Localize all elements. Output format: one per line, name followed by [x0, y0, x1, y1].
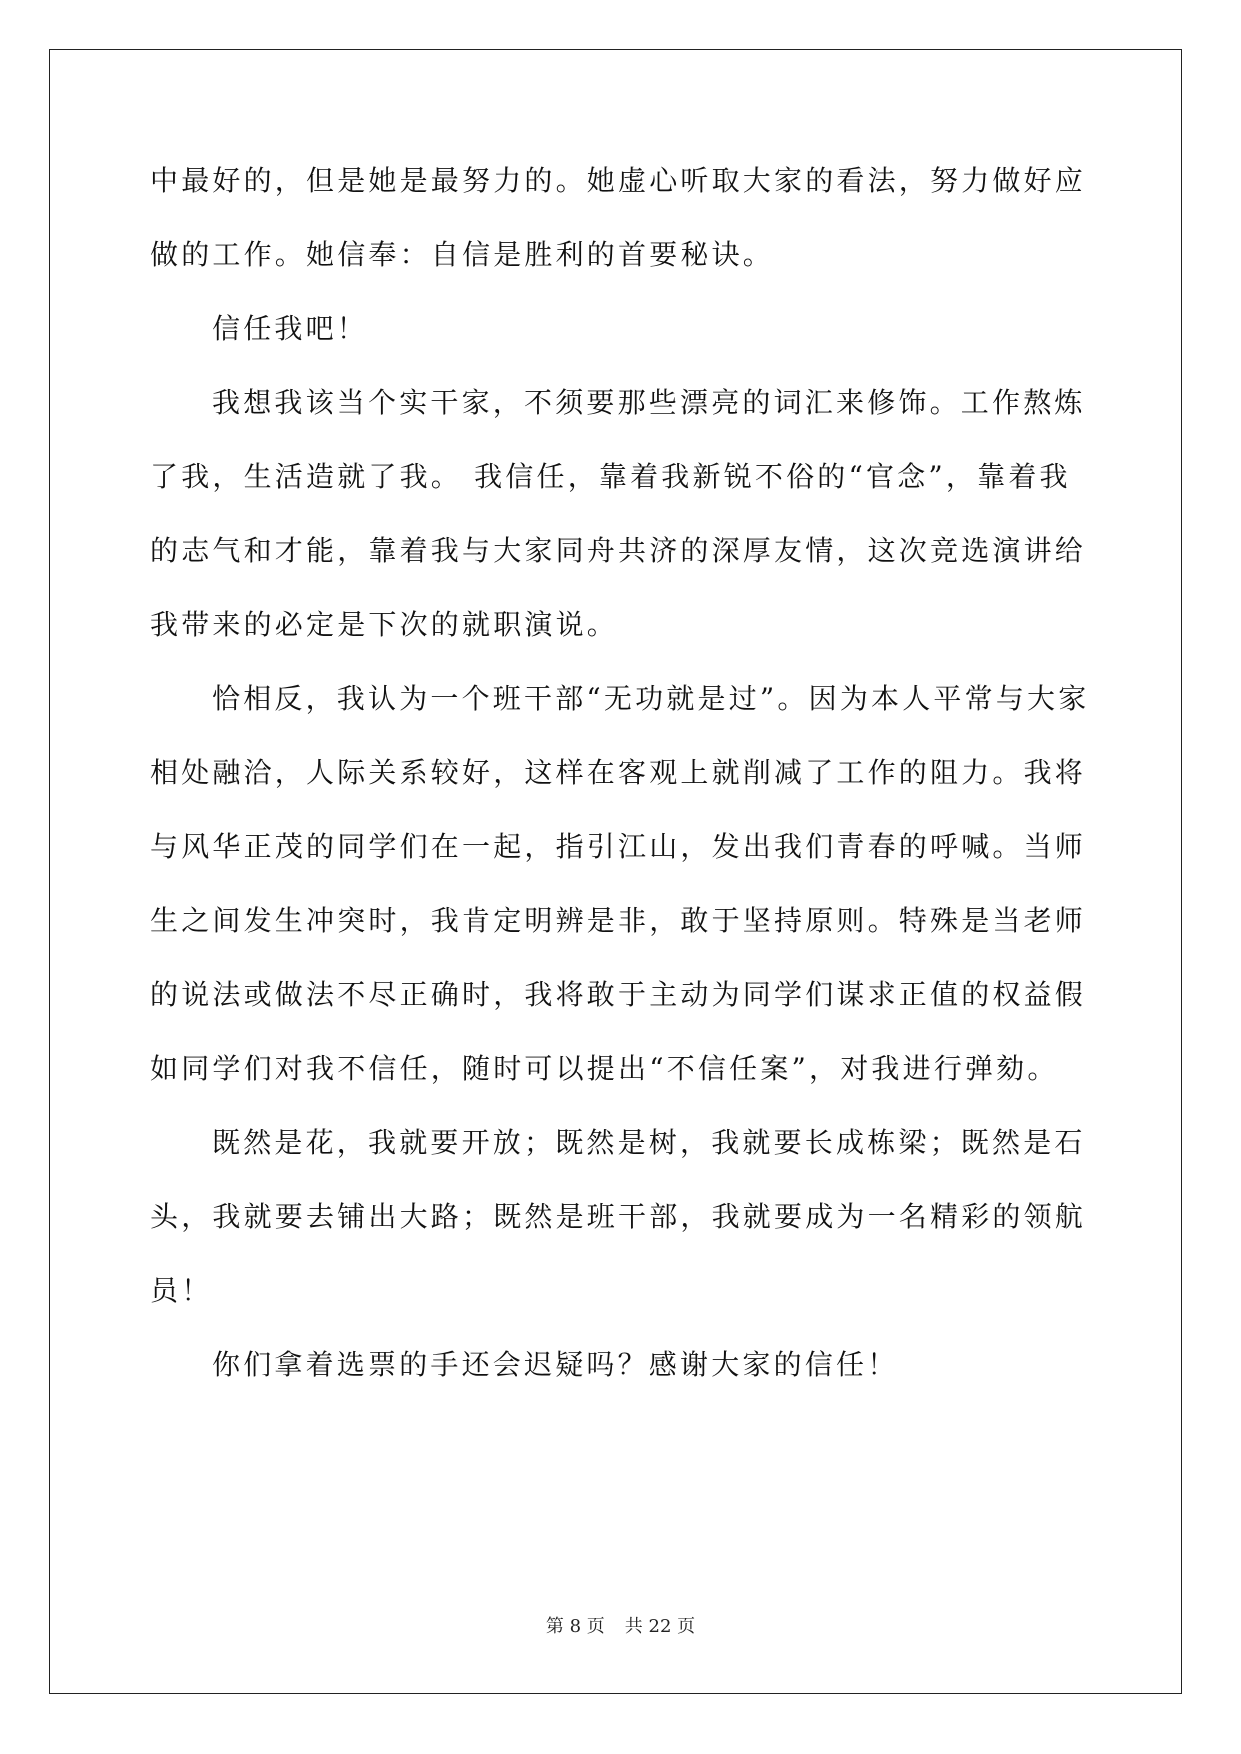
text-line: 恰相反，我认为一个班干部“无功就是过”。因为本人平常与大家 — [212, 682, 1090, 715]
text-line: 既然是花，我就要开放；既然是树，我就要长成栋梁；既然是石 — [212, 1126, 1086, 1159]
text-line: 信任我吧！ — [212, 312, 369, 345]
text-line: 头，我就要去铺出大路；既然是班干部，我就要成为一名精彩的领航 — [150, 1200, 1087, 1233]
page-number: 第 8 页 — [545, 1616, 605, 1637]
text-line: 你们拿着选票的手还会迟疑吗？感谢大家的信任！ — [212, 1348, 899, 1381]
text-line: 相处融洽，人际关系较好，这样在客观上就削减了工作的阻力。我将 — [150, 756, 1087, 789]
text-line: 了我，生活造就了我。 我信任，靠着我新锐不俗的“官念”，靠着我 — [150, 460, 1071, 493]
text-line: 生之间发生冲突时，我肯定明辨是非，敢于坚持原则。特殊是当老师 — [150, 904, 1087, 937]
text-line: 我想我该当个实干家，不须要那些漂亮的词汇来修饰。工作熬炼 — [212, 386, 1086, 419]
text-line: 如同学们对我不信任，随时可以提出“不信任案”，对我进行弹劾。 — [150, 1052, 1059, 1085]
text-line: 与风华正茂的同学们在一起，指引江山，发出我们青春的呼喊。当师 — [150, 830, 1087, 863]
page-border — [49, 49, 1182, 1694]
text-line: 我带来的必定是下次的就职演说。 — [150, 608, 619, 641]
text-line: 的说法或做法不尽正确时，我将敢于主动为同学们谋求正值的权益假 — [150, 978, 1087, 1011]
text-line: 员！ — [150, 1274, 213, 1307]
page-footer — [0, 1612, 1241, 1638]
text-line: 中最好的，但是她是最努力的。她虚心听取大家的看法，努力做好应 — [150, 164, 1087, 197]
text-line: 的志气和才能，靠着我与大家同舟共济的深厚友情，这次竞选演讲给 — [150, 534, 1087, 567]
total-pages: 共 22 页 — [624, 1616, 696, 1637]
text-line: 做的工作。她信奉：自信是胜利的首要秘诀。 — [150, 238, 775, 271]
